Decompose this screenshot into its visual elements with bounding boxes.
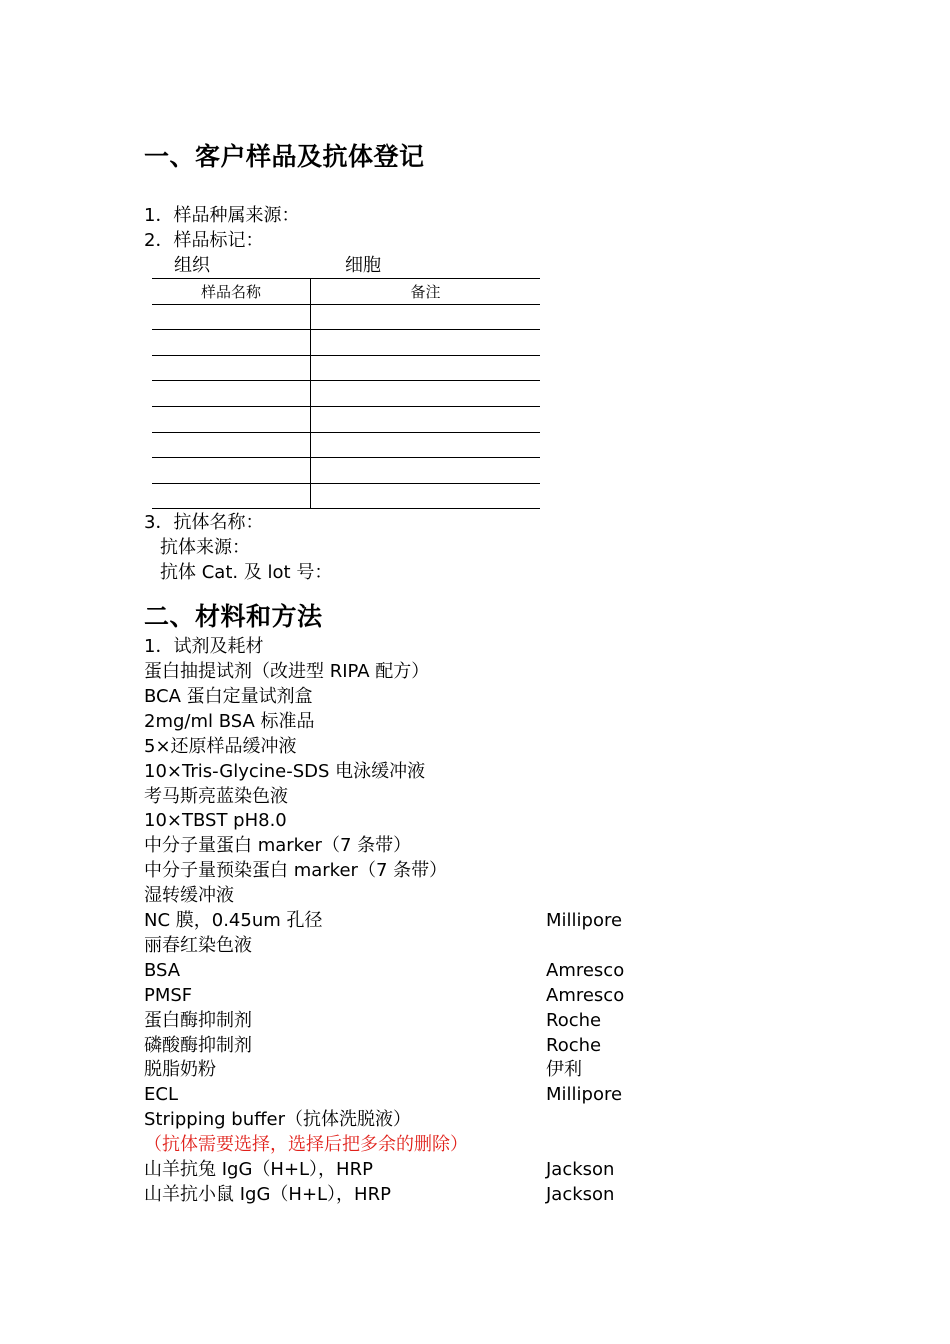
table-row xyxy=(152,381,540,407)
table-cell xyxy=(152,483,311,509)
reagent-item: 2mg/ml BSA 标准品 xyxy=(144,710,315,732)
table-row xyxy=(152,432,540,458)
table-cell xyxy=(311,406,541,432)
antibody-selection-note: （抗体需要选择，选择后把多余的删除） xyxy=(144,1134,468,1156)
table-cell xyxy=(152,330,311,356)
reagent-item: 脱脂奶粉 xyxy=(144,1059,216,1081)
reagent-item: 中分子量预染蛋白 marker（7 条带） xyxy=(144,860,448,882)
column-header-sample-name: 样品名称 xyxy=(152,279,311,305)
reagent-item: 丽春红染色液 xyxy=(144,934,252,956)
supplier-name: 伊利 xyxy=(546,1059,582,1081)
supplier-name: Millipore xyxy=(546,1084,623,1106)
table-cell xyxy=(311,304,541,330)
reagent-item: 10×TBST pH8.0 xyxy=(144,810,287,832)
antibody-source-label: 抗体来源： xyxy=(160,537,250,558)
column-header-remark: 备注 xyxy=(311,279,541,305)
sample-mark-label: 2．样品标记： xyxy=(144,230,264,251)
table-row xyxy=(152,458,540,484)
supplier-name: Jackson xyxy=(546,1183,615,1205)
antibody-name-label: 3．抗体名称： xyxy=(144,512,264,533)
table-cell xyxy=(311,330,541,356)
secondary-antibody-item: 山羊抗小鼠 IgG（H+L），HRP xyxy=(144,1183,391,1205)
supplier-name: Amresco xyxy=(546,984,625,1006)
reagent-item: 蛋白抽提试剂（改进型 RIPA 配方） xyxy=(144,661,430,682)
reagent-item: BSA xyxy=(144,959,181,981)
reagent-item: PMSF xyxy=(144,984,193,1006)
supplier-name: Amresco xyxy=(546,959,625,981)
table-cell xyxy=(152,458,311,484)
reagent-item: 考马斯亮蓝染色液 xyxy=(144,785,288,807)
table-cell xyxy=(152,432,311,458)
section2-heading: 二、材料和方法 xyxy=(144,602,323,631)
sample-type-tissue: 组织 xyxy=(174,255,210,276)
reagent-item: 磷酸酶抑制剂 xyxy=(144,1034,252,1056)
reagent-item: BCA 蛋白定量试剂盒 xyxy=(144,685,313,707)
reagent-item: 湿转缓冲液 xyxy=(144,885,234,907)
sample-table xyxy=(152,278,540,509)
table-row xyxy=(152,406,540,432)
table-cell xyxy=(152,381,311,407)
table-cell xyxy=(152,355,311,381)
table-cell xyxy=(152,304,311,330)
reagent-item: NC 膜，0.45um 孔径 xyxy=(144,910,323,931)
secondary-antibody-item: 山羊抗兔 IgG（H+L），HRP xyxy=(144,1159,373,1180)
reagent-item: Stripping buffer（抗体洗脱液） xyxy=(144,1109,412,1131)
supplier-name: Millipore xyxy=(546,910,623,931)
table-cell xyxy=(311,432,541,458)
sample-species-label: 1．样品种属来源： xyxy=(144,205,300,226)
table-cell xyxy=(311,355,541,381)
table-row xyxy=(152,355,540,381)
table-row xyxy=(152,330,540,356)
table-cell xyxy=(152,406,311,432)
reagent-item: 5×还原样品缓冲液 xyxy=(144,735,297,757)
reagents-subheading: 1．试剂及耗材 xyxy=(144,636,264,657)
reagent-item: 中分子量蛋白 marker（7 条带） xyxy=(144,835,412,857)
supplier-name: Jackson xyxy=(546,1159,615,1180)
reagent-item: 10×Tris-Glycine-SDS 电泳缓冲液 xyxy=(144,760,426,782)
supplier-name: Roche xyxy=(546,1009,602,1031)
antibody-cat-lot-label: 抗体 Cat. 及 lot 号： xyxy=(160,562,333,583)
table-row xyxy=(152,483,540,509)
supplier-name: Roche xyxy=(546,1034,602,1056)
section1-heading: 一、客户样品及抗体登记 xyxy=(144,142,425,171)
table-cell xyxy=(311,483,541,509)
table-cell xyxy=(311,458,541,484)
table-header-row xyxy=(152,279,540,305)
reagent-item: ECL xyxy=(144,1084,178,1106)
sample-type-cell: 细胞 xyxy=(345,255,381,276)
table-cell xyxy=(311,381,541,407)
table-row xyxy=(152,304,540,330)
reagent-item: 蛋白酶抑制剂 xyxy=(144,1009,252,1031)
